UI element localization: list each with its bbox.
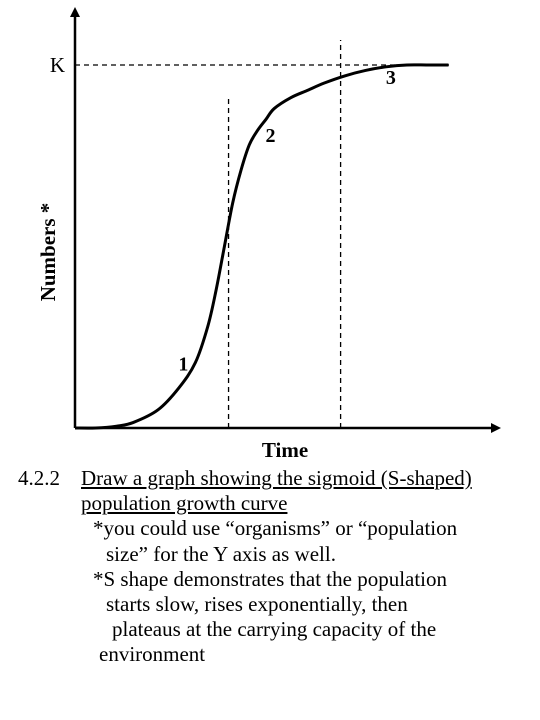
section-number: 4.2.2 <box>18 466 60 490</box>
instruction-row <box>18 466 533 491</box>
y-axis-label: Numbers * <box>36 202 60 302</box>
note-1-line-2: size” for the Y axis as well. <box>106 541 336 566</box>
y-tick-label-k: K <box>49 53 65 77</box>
phase-label-2: 2 <box>265 124 276 147</box>
sigmoid-curve <box>75 65 449 428</box>
x-axis-label: Time <box>261 438 309 462</box>
note-2-line-4: environment <box>99 642 206 667</box>
phase-label-3: 3 <box>385 66 396 89</box>
phase-label-1: 1 <box>178 353 189 376</box>
instruction-line-2: population growth curve <box>81 491 288 516</box>
note-1-line-1: *you could use “organisms” or “population <box>93 516 458 541</box>
note-2-line-2: starts slow, rises exponentially, then <box>106 591 408 616</box>
note-2-line-1: *S shape demonstrates that the population <box>93 566 448 591</box>
caption-text <box>18 466 533 668</box>
instruction-line-1: Draw a graph showing the sigmoid (S-shaped) <box>81 466 472 490</box>
note-2-line-3: plateaus at the carrying capacity of the <box>112 617 437 642</box>
